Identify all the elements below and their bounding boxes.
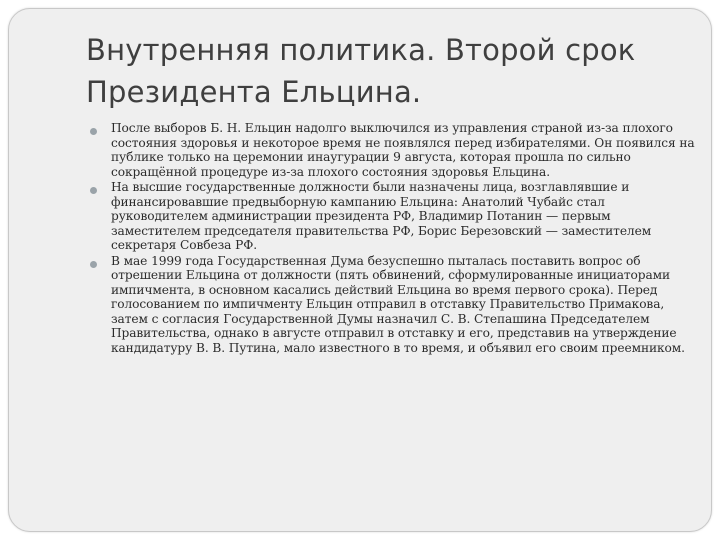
bullet-item xyxy=(86,121,698,179)
bullet-list xyxy=(86,121,698,355)
bullet-text: В мае 1999 года Государственная Дума безуспешно пыталась поставить вопрос об отрешении Ельцина от должности (пять обвинений, сформулированные инициаторами импичмента, в основном касались действий Ельцина во время первого срока). Перед голосованием по импичменту Ельцин отправил в отставку Правительство Примакова, затем с согласия Государственной Думы назначил С. В. Степашина Председателем Правительства, однако в августе отправил в отставку и его, представив на утверждение кандидатуру В. В. Путина, мало известного в то время, и объявил его своим преемником. xyxy=(111,253,685,355)
bullet-item xyxy=(86,180,698,253)
bullet-text: После выборов Б. Н. Ельцин надолго выключился из управления страной из-за плохого состояния здоровья и некоторое время не появлялся перед избирателями. Он появился на публике только на церемонии инаугурации 9 августа, которая прошла по сильно сокращённой процедуре из-за плохого состояния здоровья Ельцина. xyxy=(111,121,695,179)
bullet-icon xyxy=(90,261,97,268)
slide-title: Внутренняя политика. Второй срок Президента Ельцина. xyxy=(86,33,636,109)
bullet-text: На высшие государственные должности были назначены лица, возглавлявшие и финансировавшие предвыборную кампанию Ельцина: Анатолий Чубайс стал руководителем администрации президента РФ, Владимир Потанин — первым заместителем председателя правительства РФ, Борис Березовский — заместителем секретаря Совбеза РФ. xyxy=(111,180,652,252)
bullet-item xyxy=(86,254,698,356)
bullet-icon xyxy=(90,187,97,194)
bullet-icon xyxy=(90,128,97,135)
slide xyxy=(8,8,712,532)
